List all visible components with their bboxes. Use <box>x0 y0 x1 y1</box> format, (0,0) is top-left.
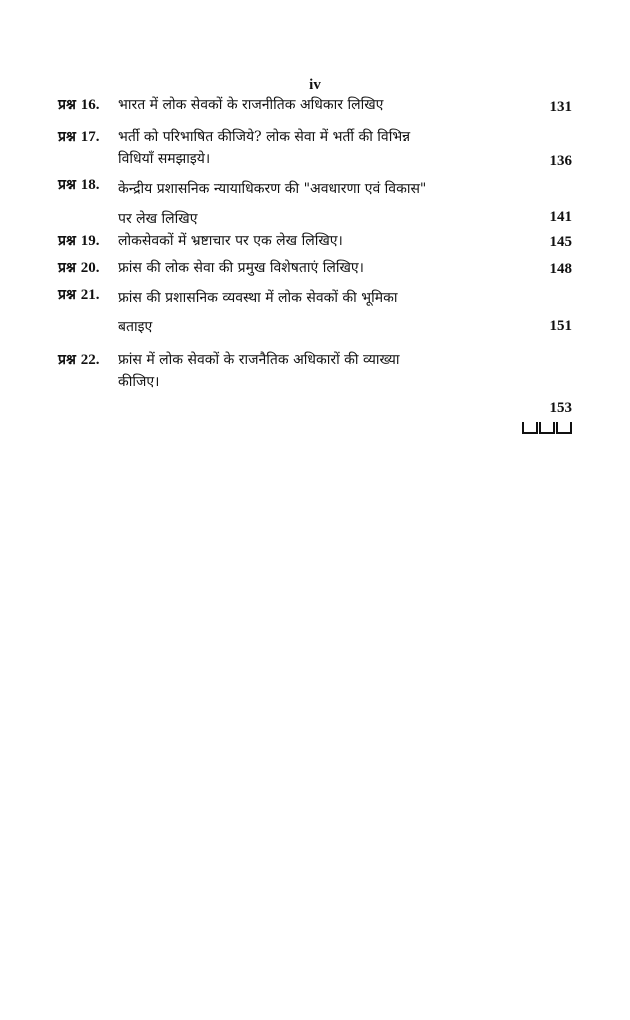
question-label: प्रश्न 21. <box>58 287 100 303</box>
toc-entry-16 <box>58 94 572 126</box>
page-number: iv <box>309 77 321 93</box>
end-mark-icon <box>522 422 572 434</box>
page-ref: 151 <box>549 318 572 334</box>
table-of-contents <box>58 94 572 419</box>
question-title: फ्रांस में लोक सेवकों के राजनैतिक अधिकारों की व्याख्या कीजिए। <box>118 352 400 390</box>
page-ref: 145 <box>549 234 572 250</box>
page-ref: 136 <box>549 153 572 169</box>
question-title: भारत में लोक सेवकों के राजनीतिक अधिकार लिखिए <box>118 97 384 113</box>
page-ref: 141 <box>549 209 572 225</box>
toc-entry-22 <box>58 349 572 419</box>
question-label: प्रश्न 22. <box>58 352 100 368</box>
question-label: प्रश्न 18. <box>58 177 100 193</box>
question-title: लोकसेवकों में भ्रष्टाचार पर एक लेख लिखिए। <box>118 233 343 249</box>
page-ref: 148 <box>549 261 572 277</box>
toc-entry-21 <box>58 284 572 337</box>
toc-entry-17 <box>58 126 572 174</box>
box-icon <box>539 422 555 434</box>
box-icon <box>556 422 572 434</box>
question-label: प्रश्न 16. <box>58 97 100 113</box>
page-ref: 131 <box>549 99 572 115</box>
question-title: फ्रांस की प्रशासनिक व्यवस्था में लोक सेवकों की भूमिका बताइए <box>118 290 398 335</box>
question-title: केन्द्रीय प्रशासनिक न्यायाधिकरण की "अवधारणा एवं विकास" पर लेख लिखिए <box>118 181 427 227</box>
question-label: प्रश्न 20. <box>58 260 100 276</box>
box-icon <box>522 422 538 434</box>
question-label: प्रश्न 17. <box>58 129 100 145</box>
toc-entry-20 <box>58 257 572 284</box>
page-ref: 153 <box>549 400 572 416</box>
question-label: प्रश्न 19. <box>58 233 100 249</box>
toc-entry-18 <box>58 174 572 230</box>
question-title: फ्रांस की लोक सेवा की प्रमुख विशेषताएं लिखिए। <box>118 260 364 276</box>
toc-entry-19 <box>58 230 572 257</box>
question-title: भर्ती को परिभाषित कीजिये? लोक सेवा में भर्ती की विभिन्न विधियाँ समझाइये। <box>118 129 411 167</box>
